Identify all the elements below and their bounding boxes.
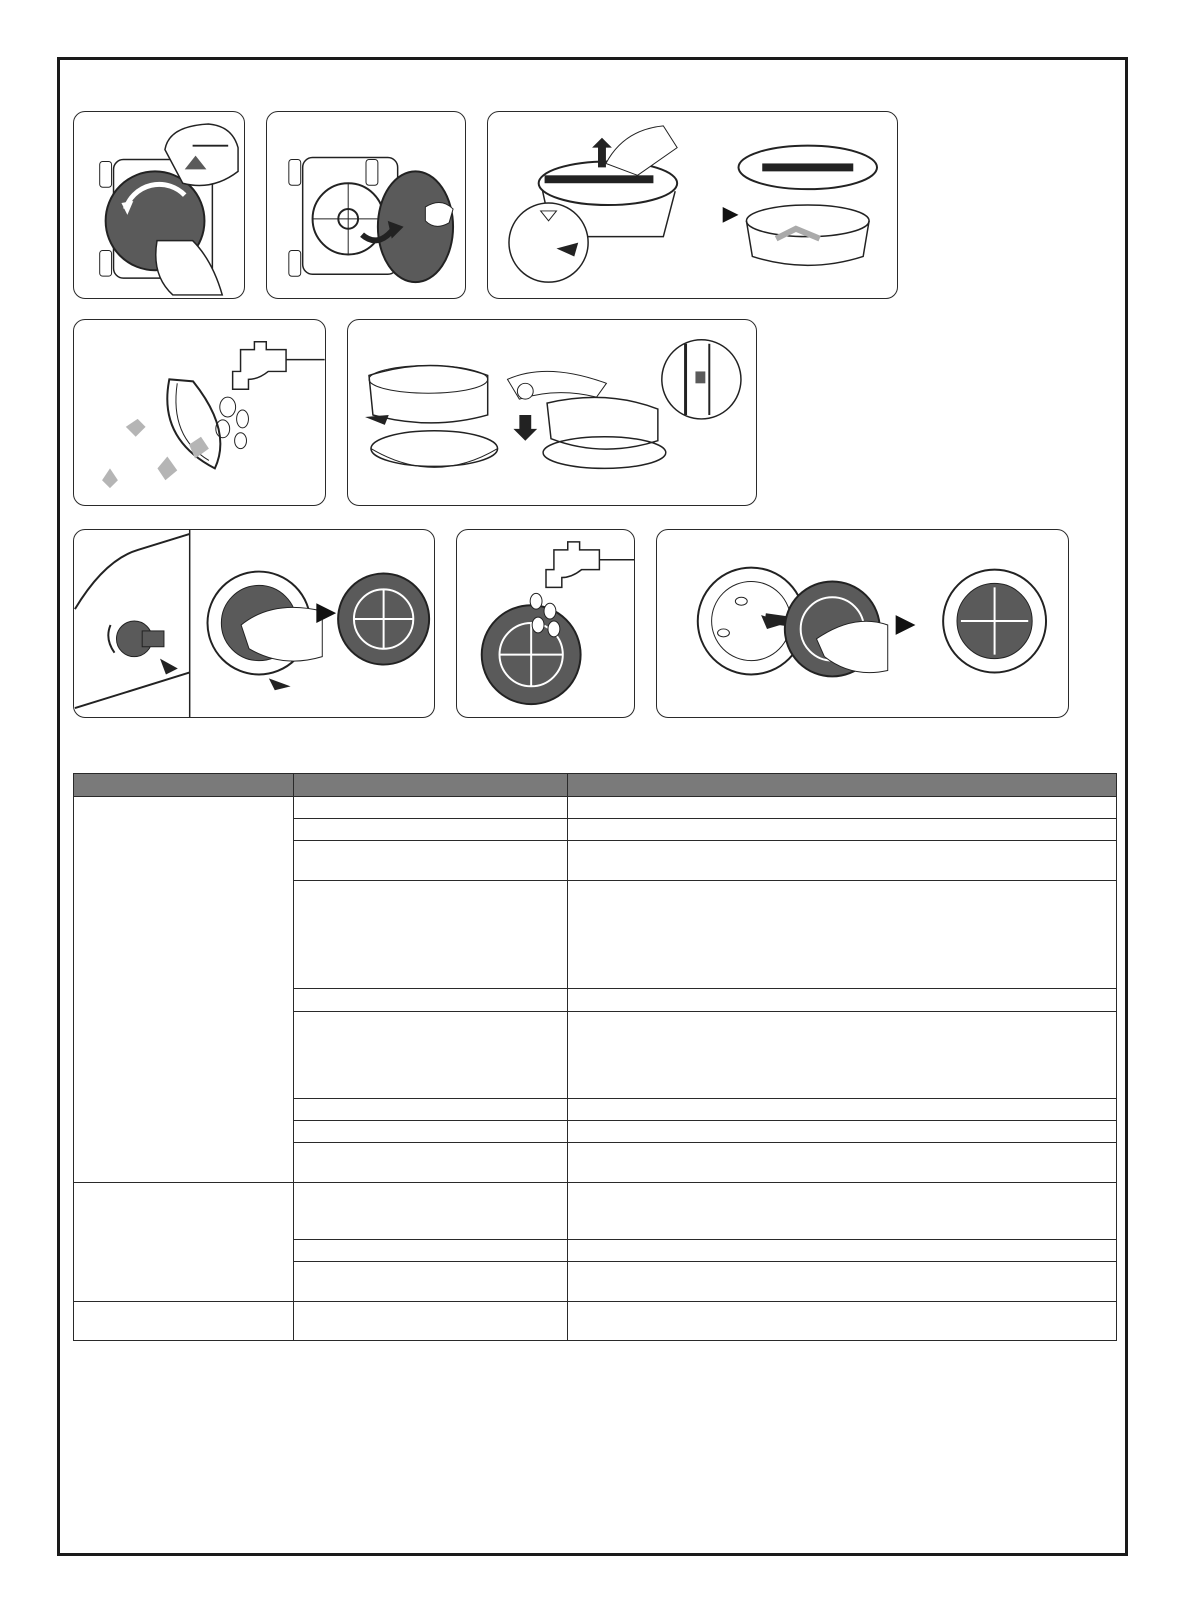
table-cell-problem [74,797,294,1183]
play-triangle-icon [896,615,916,635]
table-header-cell [294,774,568,797]
table-cell-solution [568,1240,1117,1262]
table-header-row [74,774,1117,797]
illustration-reassemble-filter [347,319,757,506]
illustration-open-lid [73,111,245,299]
table-header-cell [74,774,294,797]
robot-bottom-icon [74,112,244,298]
table-cell-cause [294,1121,568,1143]
table-cell-solution [568,1143,1117,1183]
hand-icon [425,202,453,226]
table-cell-solution [568,1302,1117,1341]
leaf-icon [126,419,146,437]
arrow-icon [513,415,537,441]
illustration-unscrew-hose-filter [73,529,435,718]
table-cell-cause [294,881,568,989]
table-cell-cause [294,1302,568,1341]
illustration-separate-filter [487,111,898,299]
table-cell-cause [294,1099,568,1121]
table-cell-solution [568,1099,1117,1121]
table-cell-solution [568,819,1117,841]
illustration-refit-round-filter [656,529,1069,718]
table-cell-cause [294,1183,568,1240]
arrow-icon [365,415,389,425]
table-row [74,1302,1117,1341]
table-cell-solution [568,1183,1117,1240]
illustration-rinse-basket [73,319,326,506]
hand-icon [606,126,677,175]
play-triangle-icon [723,207,739,223]
illustration-remove-cover [266,111,466,299]
table-cell-solution [568,881,1117,989]
water-tap-icon [546,542,599,587]
table-cell-cause [294,819,568,841]
table-header-cell [568,774,1117,797]
table-cell-cause [294,989,568,1012]
play-triangle-icon [316,603,336,623]
water-tap-icon [233,342,286,389]
table-cell-solution [568,1012,1117,1099]
table-cell-solution [568,797,1117,819]
table-cell-cause [294,1143,568,1183]
table-cell-cause [294,1240,568,1262]
table-row [74,1183,1117,1240]
table-cell-cause [294,1262,568,1302]
table-cell-cause [294,797,568,819]
troubleshooting-table [73,773,1117,1341]
table-cell-problem [74,1183,294,1302]
table-cell-solution [568,1262,1117,1302]
table-cell-cause [294,1012,568,1099]
table-cell-problem [74,1302,294,1341]
filter-lid-icon [371,431,498,467]
table-cell-solution [568,1121,1117,1143]
arrow-icon [160,659,178,675]
table-row [74,797,1117,819]
table-cell-solution [568,989,1117,1012]
table-cell-solution [568,841,1117,881]
filter-basket-icon [369,366,488,423]
illustration-rinse-round-filter [456,529,635,718]
table-cell-cause [294,841,568,881]
